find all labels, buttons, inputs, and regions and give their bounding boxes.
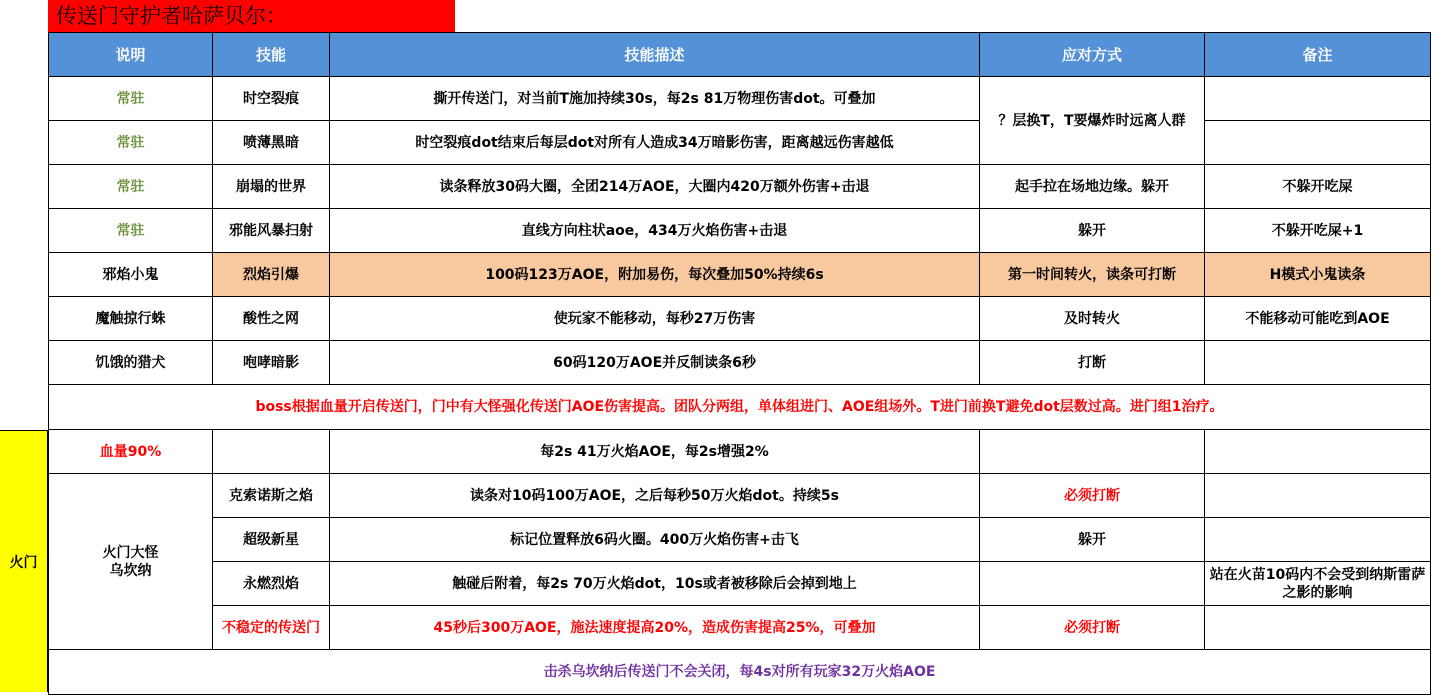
category-cell: 常驻	[49, 121, 213, 165]
skill-cell: 不稳定的传送门	[213, 606, 330, 650]
header-note: 备注	[1205, 33, 1431, 77]
skill-cell: 克索诺斯之焰	[213, 474, 330, 518]
response-cell: 第一时间转火，读条可打断	[980, 253, 1205, 297]
header-skill: 技能	[213, 33, 330, 77]
note-cell: 不躲开吃屎	[1205, 165, 1431, 209]
description-cell: 触碰后附着，每2s 70万火焰dot，10s或者被移除后会掉到地上	[330, 562, 980, 606]
table-row	[49, 121, 1431, 165]
skill-cell: 永燃烈焰	[213, 562, 330, 606]
response-cell: 躲开	[980, 209, 1205, 253]
note-cell	[1205, 121, 1431, 165]
category-cell: 常驻	[49, 77, 213, 121]
response-cell	[980, 430, 1205, 474]
table-row	[49, 562, 1431, 606]
response-cell: ？层换T，T要爆炸时远离人群	[980, 77, 1205, 165]
note-cell	[1205, 606, 1431, 650]
table-row	[49, 297, 1431, 341]
response-cell	[980, 562, 1205, 606]
note-cell	[1205, 341, 1431, 385]
category-cell: 邪焰小鬼	[49, 253, 213, 297]
category-cell: 魔触掠行蛛	[49, 297, 213, 341]
response-cell: 起手拉在场地边缘。躲开	[980, 165, 1205, 209]
header-category: 说明	[49, 33, 213, 77]
table-row	[49, 209, 1431, 253]
big-mob-name-2: 乌坎纳	[109, 562, 152, 579]
description-cell: 45秒后300万AOE，施法速度提高20%，造成伤害提高25%，可叠加	[330, 606, 980, 650]
big-mob-name: 火门大怪	[102, 544, 159, 561]
response-cell: 打断	[980, 341, 1205, 385]
portal-note-row	[49, 385, 1431, 430]
skill-cell: 烈焰引爆	[213, 253, 330, 297]
fire-portal-label: 火门	[0, 430, 48, 692]
table-row	[49, 165, 1431, 209]
note-cell: 不能移动可能吃到AOE	[1205, 297, 1431, 341]
final-note: 击杀乌坎纳后传送门不会关闭，每4s对所有玩家32万火焰AOE	[49, 650, 1431, 695]
hp-trigger-cell: 血量90%	[49, 430, 213, 474]
skill-cell: 咆哮暗影	[213, 341, 330, 385]
response-cell: 必须打断	[980, 474, 1205, 518]
description-cell: 60码120万AOE并反制读条6秒	[330, 341, 980, 385]
note-cell	[1205, 430, 1431, 474]
big-mob-cell	[49, 474, 213, 650]
description-cell: 直线方向柱状aoe，434万火焰伤害+击退	[330, 209, 980, 253]
note-cell	[1205, 474, 1431, 518]
header-description: 技能描述	[330, 33, 980, 77]
page-title: 传送门守护者哈萨贝尔：	[48, 0, 455, 32]
skill-cell: 喷薄黑暗	[213, 121, 330, 165]
description-cell: 100码123万AOE，附加易伤，每次叠加50%持续6s	[330, 253, 980, 297]
skill-cell: 酸性之网	[213, 297, 330, 341]
skill-cell: 时空裂痕	[213, 77, 330, 121]
description-cell: 撕开传送门，对当前T施加持续30s，每2s 81万物理伤害dot。可叠加	[330, 77, 980, 121]
note-cell	[1205, 518, 1431, 562]
header-row	[49, 33, 1431, 77]
table-row-highlighted	[49, 253, 1431, 297]
description-cell: 使玩家不能移动，每秒27万伤害	[330, 297, 980, 341]
category-cell: 常驻	[49, 165, 213, 209]
table-row	[49, 341, 1431, 385]
skill-cell: 邪能风暴扫射	[213, 209, 330, 253]
header-response: 应对方式	[980, 33, 1205, 77]
skills-table	[48, 32, 1431, 695]
portal-note: boss根据血量开启传送门，门中有大怪强化传送门AOE伤害提高。团队分两组，单体组进门、AOE组场外。T进门前换T避免dot层数过高。进门组1治疗。	[49, 385, 1431, 430]
table-row	[49, 606, 1431, 650]
response-cell: 及时转火	[980, 297, 1205, 341]
note-cell: 不躲开吃屎+1	[1205, 209, 1431, 253]
note-cell: 站在火苗10码内不会受到纳斯雷萨之影的影响	[1205, 562, 1431, 606]
response-cell: 必须打断	[980, 606, 1205, 650]
category-cell: 常驻	[49, 209, 213, 253]
table-row	[49, 430, 1431, 474]
description-cell: 时空裂痕dot结束后每层dot对所有人造成34万暗影伤害，距离越远伤害越低	[330, 121, 980, 165]
response-cell: 躲开	[980, 518, 1205, 562]
description-cell: 每2s 41万火焰AOE，每2s增强2%	[330, 430, 980, 474]
table-row	[49, 518, 1431, 562]
skill-cell: 超级新星	[213, 518, 330, 562]
skill-cell	[213, 430, 330, 474]
category-cell: 饥饿的猎犬	[49, 341, 213, 385]
description-cell: 读条释放30码大圈，全团214万AOE，大圈内420万额外伤害+击退	[330, 165, 980, 209]
final-note-row	[49, 650, 1431, 695]
skill-cell: 崩塌的世界	[213, 165, 330, 209]
table-row	[49, 474, 1431, 518]
table-row	[49, 77, 1431, 121]
note-cell	[1205, 77, 1431, 121]
description-cell: 标记位置释放6码火圈。400万火焰伤害+击飞	[330, 518, 980, 562]
note-cell: H模式小鬼读条	[1205, 253, 1431, 297]
description-cell: 读条对10码100万AOE，之后每秒50万火焰dot。持续5s	[330, 474, 980, 518]
